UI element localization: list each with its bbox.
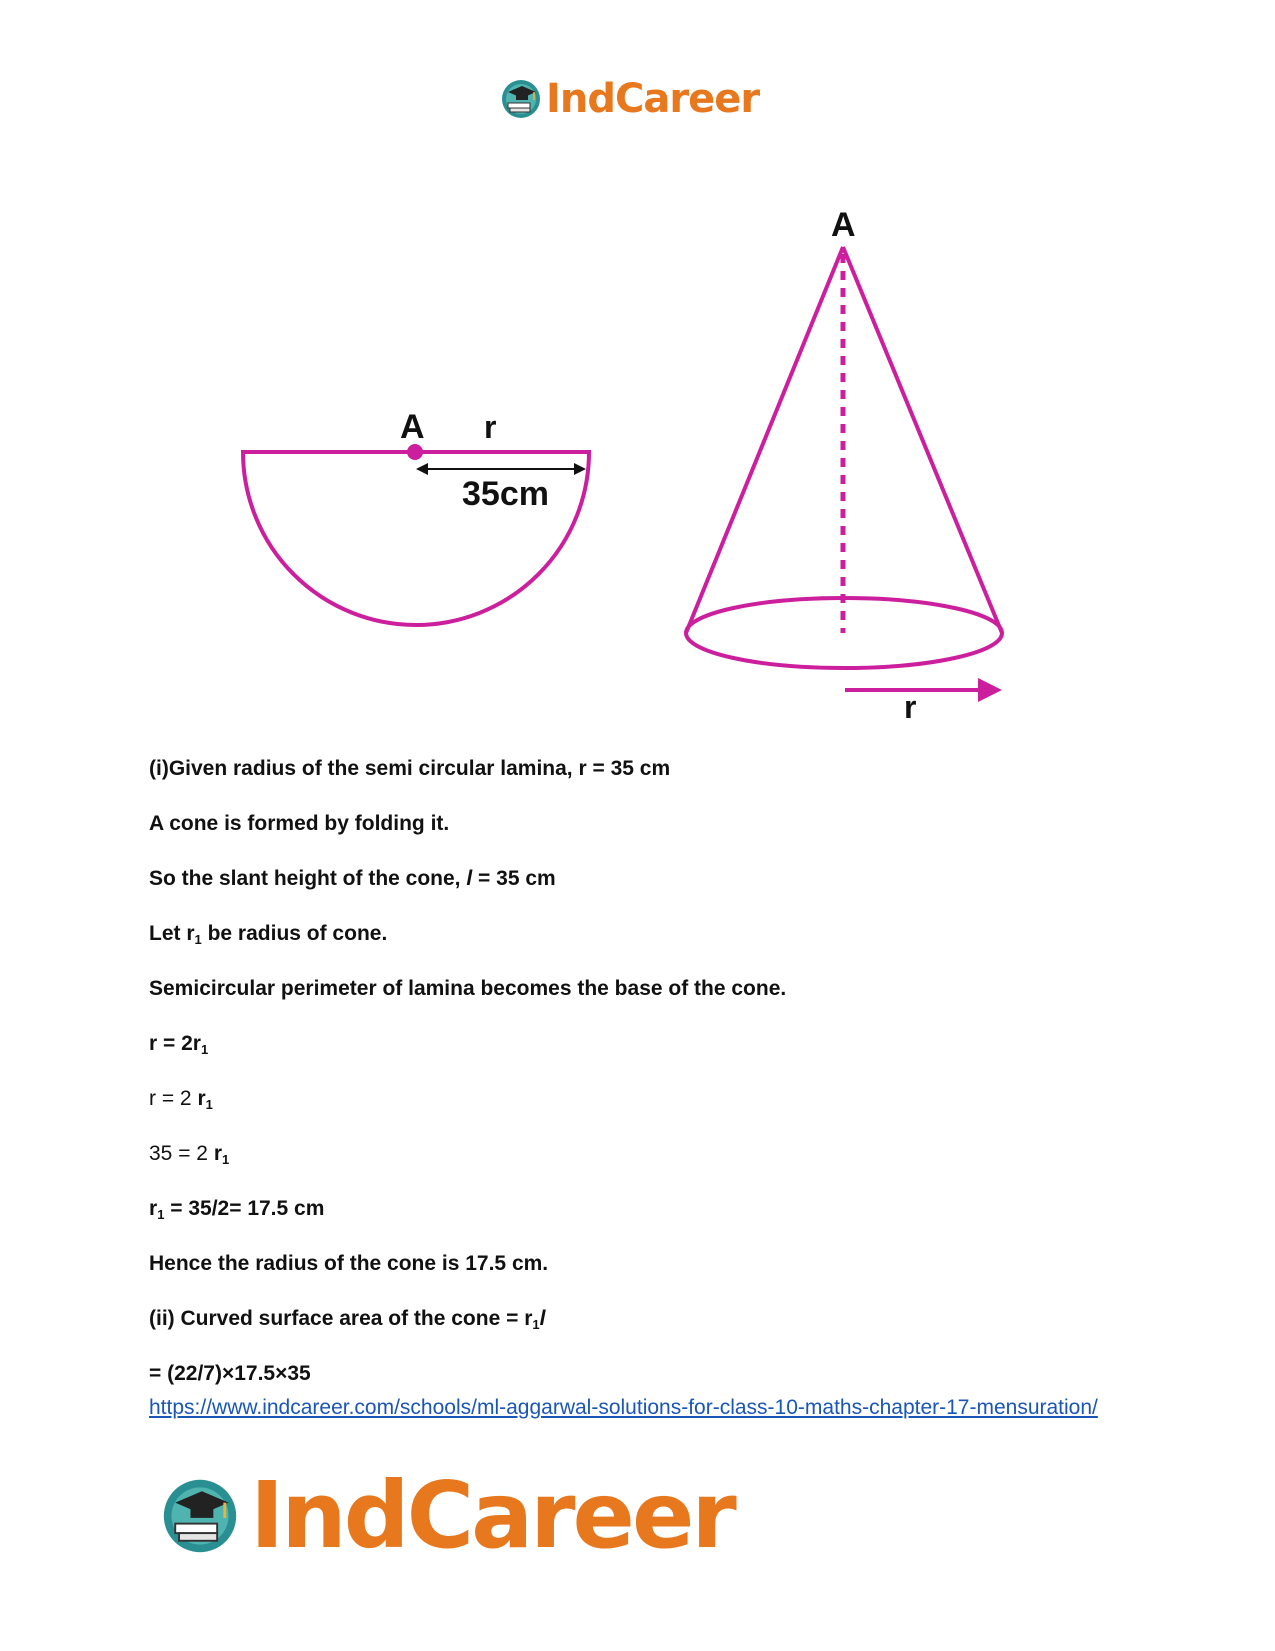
brand-name: IndCareer <box>250 1462 734 1569</box>
solution-line-1: (i)Given radius of the semi circular lamina, r = 35 cm <box>149 757 671 780</box>
solution-line-12: = (22/7)×17.5×35 <box>149 1362 311 1385</box>
solution-line-2: A cone is formed by folding it. <box>149 812 450 835</box>
semicircle-and-cone-diagram <box>0 190 1275 730</box>
source-url-link[interactable]: https://www.indcareer.com/schools/ml-aggarwal-solutions-for-class-10-maths-chapter-17-mensuration/ <box>149 1396 1098 1419</box>
solution-line-7: r = 2 $r_1$ <box>149 1087 213 1112</box>
solution-line-4: Let $r_1$ be radius of cone. <box>149 922 388 947</box>
semicircle-point-label: A <box>400 408 425 446</box>
solution-line-11: (ii) Curved surface area of the cone = $r_1l$ <box>149 1307 546 1332</box>
indcareer-logo-bottom <box>160 1462 734 1569</box>
cone-apex-label: A <box>831 206 856 244</box>
center-point-a <box>407 444 423 460</box>
indcareer-logo-top <box>500 76 759 122</box>
semicircle-measure-label: 35cm <box>462 475 549 513</box>
graduation-globe-books-icon <box>500 78 542 120</box>
geometry-figure <box>0 190 1275 730</box>
solution-line-9: $r_1 = 35/2= 17.5$ cm <box>149 1197 325 1222</box>
cone-left-edge <box>686 247 843 633</box>
cone-radius-label: r <box>904 689 917 725</box>
cone-right-edge <box>843 247 1002 633</box>
brand-name: IndCareer <box>546 76 760 122</box>
solution-line-10: Hence the radius of the cone is 17.5 cm. <box>149 1252 549 1275</box>
solution-line-6: $r = 2r_1$ <box>149 1032 209 1057</box>
semicircle-radius-label: r <box>484 409 497 445</box>
solution-line-3: So the slant height of the cone, l = 35 cm <box>149 867 556 890</box>
solution-line-8: 35 = 2 $r_1$ <box>149 1142 230 1167</box>
solution-line-5: Semicircular perimeter of lamina becomes the base of the cone. <box>149 977 787 1000</box>
graduation-globe-books-icon <box>160 1476 240 1556</box>
